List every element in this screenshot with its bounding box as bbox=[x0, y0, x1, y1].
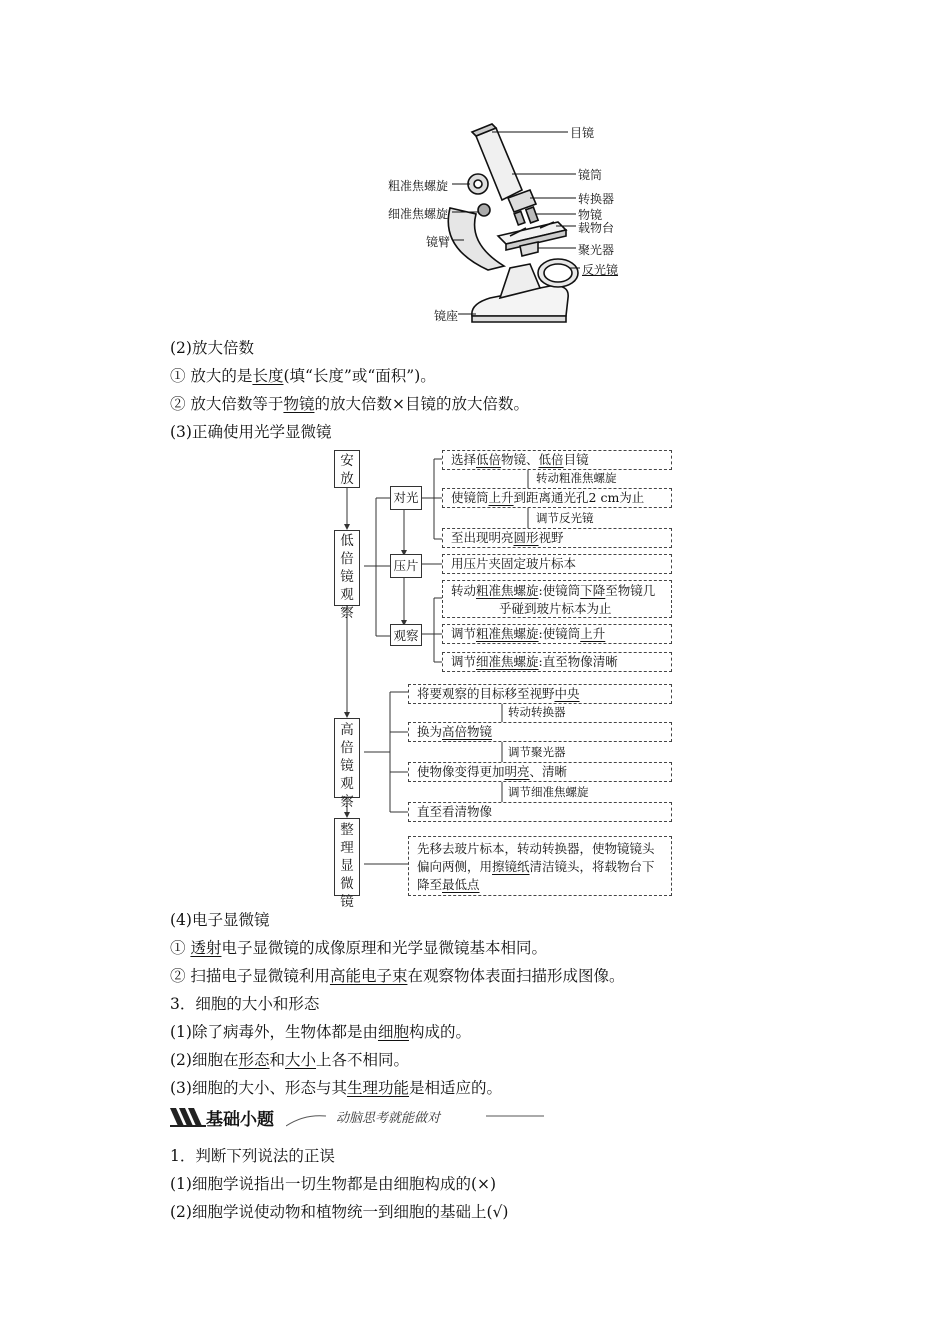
text: 使物像变得更加 bbox=[417, 764, 505, 779]
text: 上各不相同。 bbox=[316, 1051, 410, 1069]
text: 至物镜几 bbox=[605, 583, 656, 598]
text: (3)细胞的大小、形态与其 bbox=[170, 1079, 347, 1097]
sub-yapian: 压片 bbox=[390, 554, 422, 578]
answer-electron-beam: 高能电子束 bbox=[329, 967, 408, 985]
banner-subtitle: 动脑思考就能做对 bbox=[336, 1111, 441, 1126]
answer: 粗准焦螺旋 bbox=[476, 583, 539, 598]
section4-item2 bbox=[170, 964, 624, 986]
flowchart-connectors bbox=[330, 446, 680, 900]
answer: 上升 bbox=[488, 490, 514, 505]
text: :使镜筒 bbox=[538, 626, 581, 641]
text: 电子显微镜的成像原理和光学显微镜基本相同。 bbox=[221, 939, 547, 957]
part3-heading: 3．细胞的大小和形态 bbox=[170, 995, 320, 1013]
answer-cell: 细胞 bbox=[377, 1023, 409, 1041]
step-anfang: 安放 bbox=[334, 450, 360, 488]
questions-heading: 1．判断下列说法的正误 bbox=[170, 1147, 335, 1165]
label-objective: 物镜 bbox=[578, 208, 603, 222]
label-fine-focus: 细准焦螺旋 bbox=[388, 207, 449, 221]
answer-shape: 形态 bbox=[238, 1051, 270, 1069]
section4-item1 bbox=[170, 936, 547, 958]
tag-coarse: 转动粗准焦螺旋 bbox=[536, 471, 617, 485]
answer: 圆形 bbox=[513, 530, 539, 545]
text: :直至物像清晰 bbox=[538, 654, 618, 669]
text: 使镜筒 bbox=[451, 490, 489, 505]
text: 物镜、 bbox=[501, 452, 539, 467]
answer: 最低点 bbox=[442, 877, 480, 892]
question-1: (1)细胞学说指出一切生物都是由细胞构成的(×) bbox=[170, 1175, 497, 1193]
part3-item1 bbox=[170, 1020, 471, 1042]
text: ② 放大倍数等于 bbox=[170, 395, 284, 413]
text: :使镜筒 bbox=[538, 583, 581, 598]
banner-stripes-icon bbox=[170, 1106, 206, 1128]
text: ① 放大的是 bbox=[170, 367, 253, 385]
step-high-objective bbox=[408, 722, 672, 742]
label-coarse-focus: 粗准焦螺旋 bbox=[388, 179, 449, 193]
answer-function: 生理功能 bbox=[346, 1079, 409, 1097]
text: 和 bbox=[269, 1051, 285, 1069]
microscope-figure bbox=[380, 118, 620, 330]
text: 是相适应的。 bbox=[408, 1079, 502, 1097]
text: 到距离通光孔2 cm为止 bbox=[513, 490, 645, 505]
text: 先移去玻片标本，转动转换器，使物镜镜头 bbox=[417, 841, 655, 856]
step-fine-focus bbox=[442, 652, 672, 672]
text: 调节 bbox=[451, 654, 477, 669]
text: 构成的。 bbox=[408, 1023, 471, 1041]
text: 调节 bbox=[451, 626, 477, 641]
label-turret: 转换器 bbox=[578, 192, 615, 206]
text: 降至 bbox=[417, 877, 443, 892]
answer: 高倍物镜 bbox=[442, 724, 493, 739]
label-condenser: 聚光器 bbox=[578, 243, 615, 257]
label-tube: 镜筒 bbox=[578, 168, 603, 182]
answer: 粗准焦螺旋 bbox=[476, 626, 539, 641]
answer: 细准焦螺旋 bbox=[476, 654, 539, 669]
text: 目镜 bbox=[563, 452, 589, 467]
step-lower-tube bbox=[442, 580, 672, 618]
section-banner bbox=[168, 1104, 548, 1130]
step-brighten bbox=[408, 762, 672, 782]
step-tidy: 整理显微镜 bbox=[334, 818, 360, 896]
answer-objective: 物镜 bbox=[283, 395, 315, 413]
part3-item2 bbox=[170, 1048, 409, 1070]
sub-guancha: 观察 bbox=[390, 624, 422, 646]
step-bright-field bbox=[442, 528, 672, 548]
sub-duiguang: 对光 bbox=[390, 486, 422, 510]
text: 在观察物体表面扫描形成图像。 bbox=[407, 967, 625, 985]
section2-heading: (2)放大倍数 bbox=[170, 339, 254, 357]
label-mirror: 反光镜 bbox=[582, 263, 619, 277]
answer: 中央 bbox=[554, 686, 580, 701]
step-raise-coarse bbox=[442, 624, 672, 644]
text: ① bbox=[170, 939, 191, 957]
step-high-power: 高倍镜观察 bbox=[334, 718, 360, 798]
answer: 低倍 bbox=[476, 452, 502, 467]
tag-fine: 调节细准焦螺旋 bbox=[508, 785, 589, 799]
section3-heading: (3)正确使用光学显微镜 bbox=[170, 423, 332, 441]
step-raise-tube bbox=[442, 488, 672, 508]
answer: 下降 bbox=[580, 583, 606, 598]
flowchart bbox=[330, 446, 680, 910]
text: (填“长度”或“面积”)。 bbox=[283, 367, 436, 385]
tag-mirror: 调节反光镜 bbox=[536, 511, 594, 525]
answer-size: 大小 bbox=[285, 1051, 317, 1069]
tag-condenser: 调节聚光器 bbox=[508, 745, 566, 759]
step-clip-slide: 用压片夹固定玻片标本 bbox=[442, 554, 672, 574]
step-tidy-detail bbox=[408, 836, 672, 896]
label-arm: 镜臂 bbox=[426, 235, 451, 249]
question-2: (2)细胞学说使动物和植物统一到细胞的基础上(√) bbox=[170, 1203, 509, 1221]
text: (1)除了病毒外，生物体都是由 bbox=[170, 1023, 378, 1041]
answer: 低倍 bbox=[538, 452, 564, 467]
label-base: 镜座 bbox=[434, 309, 459, 323]
text: 的放大倍数×目镜的放大倍数。 bbox=[314, 395, 529, 413]
label-stage: 载物台 bbox=[578, 221, 615, 235]
text: 将要观察的目标移至视野 bbox=[417, 686, 555, 701]
text: 视野 bbox=[538, 530, 564, 545]
banner-title: 基础小题 bbox=[206, 1110, 274, 1130]
text: 转动 bbox=[451, 583, 477, 598]
answer-length: 长度 bbox=[252, 367, 284, 385]
text: 清洁镜头，将载物台下 bbox=[529, 859, 655, 874]
answer: 上升 bbox=[580, 626, 606, 641]
step-center-target bbox=[408, 684, 672, 704]
text: 选择 bbox=[451, 452, 477, 467]
step-low-power: 低倍镜观察 bbox=[334, 530, 360, 606]
section2-item1 bbox=[170, 364, 436, 386]
section2-item2 bbox=[170, 392, 529, 414]
text: ② 扫描电子显微镜利用 bbox=[170, 967, 330, 985]
step-select-low bbox=[442, 450, 672, 470]
label-eyepiece: 目镜 bbox=[570, 126, 595, 140]
text: 至出现明亮 bbox=[451, 530, 514, 545]
part3-item3 bbox=[170, 1076, 502, 1098]
answer-transmission: 透射 bbox=[190, 939, 222, 957]
tag-turret: 转动转换器 bbox=[508, 705, 566, 719]
step-see-image: 直至看清物像 bbox=[408, 802, 672, 822]
section4-heading: (4)电子显微镜 bbox=[170, 911, 270, 929]
text: (2)细胞在 bbox=[170, 1051, 239, 1069]
text: 换为 bbox=[417, 724, 443, 739]
text: 乎碰到玻片标本为止 bbox=[499, 601, 612, 616]
text: 偏向两侧，用 bbox=[417, 859, 493, 874]
text: 、清晰 bbox=[529, 764, 568, 779]
answer: 明亮 bbox=[504, 764, 530, 779]
answer: 擦镜纸 bbox=[492, 859, 530, 874]
